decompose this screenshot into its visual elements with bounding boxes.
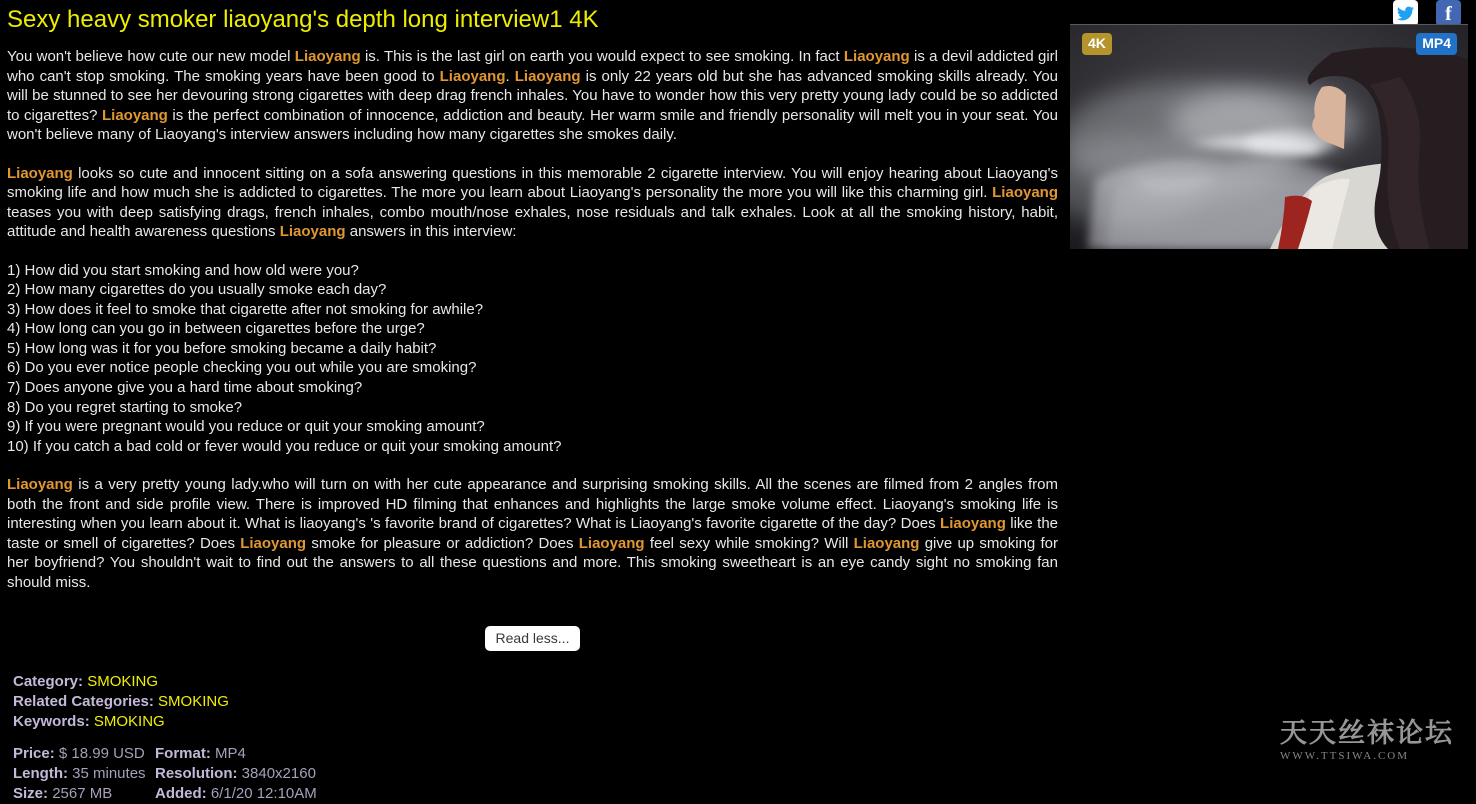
- watermark-url-text: WWW.TTSIWA.COM: [1280, 750, 1410, 762]
- keywords-value-link[interactable]: SMOKING: [93, 713, 165, 731]
- model-name-highlight: Liaoyang: [843, 48, 910, 65]
- model-name-highlight: Liaoyang: [578, 534, 645, 552]
- keywords-label: Keywords:: [13, 713, 90, 731]
- model-name-highlight: Liaoyang: [294, 48, 361, 65]
- size-label: Size:: [13, 785, 49, 803]
- category-label: Category:: [13, 673, 84, 691]
- resolution-cell: [155, 764, 317, 784]
- question-line: 9) If you were pregnant would you reduce or quit your smoking amount?: [7, 418, 485, 436]
- length-cell: [13, 764, 155, 784]
- twitter-share-button[interactable]: [1393, 0, 1418, 26]
- social-share-bar: [1393, 0, 1461, 26]
- page-title: Sexy heavy smoker liaoyang's depth long interview1 4K: [7, 6, 599, 33]
- model-name-highlight: Liaoyang: [439, 67, 506, 85]
- model-name-highlight: Liaoyang: [992, 184, 1058, 201]
- twitter-bird-icon: [1397, 5, 1414, 22]
- thumbnail-scene: [1070, 25, 1468, 249]
- price-value: $ 18.99 USD: [58, 745, 145, 763]
- size-value: 2567 MB: [52, 785, 113, 803]
- model-name-highlight: Liaoyang: [7, 164, 73, 182]
- format-cell: [155, 744, 317, 764]
- related-categories-value-link[interactable]: SMOKING: [158, 693, 229, 711]
- description-paragraph: You won't believe how cute our new model Liaoyang is. This is the last girl on earth you would expect to see smoking. In fact Liaoyang is a devil addicted girl who can't stop smoking. The smoking years have been good to Liaoyang. Liaoyang is only 22 years old but she has advanced smoking skills already. You will be stunned to see her devouring strong cigarettes with deep drag french inhales. You have to wonder how this very pretty young lady could be so addicted to cigarettes? Liaoyang is the perfect combination of innocence, addiction and beauty. Her warm smile and friendly personality will melt you in your seat. You won't believe many of Liaoyang's interview answers including how many cigarettes she smokes daily.: [7, 48, 1059, 143]
- read-less-container: [7, 626, 1058, 651]
- description-paragraph: Liaoyang is a very pretty young lady.who will turn on with her cute appearance and surprising smoking skills. All the scenes are filmed from 2 angles from both the front and side profile view. There is improved HD filming that enhances and highlights the large smoke volume effect. Liaoyang's smoking life is interesting when you learn about it. What is liaoyang's 's favorite brand of cigarettes? What is Liaoyang's favorite cigarette of the day? Does Liaoyang like the taste or smell of cigarettes? Does Liaoyang smoke for pleasure or addiction? Does Liaoyang feel sexy while smoking? Will Liaoyang give up smoking for her boyfriend? You shouldn't wait to find out the answers to all these questions and more. This smoking sweetheart is an eye candy sight no smoking fan should miss.: [7, 476, 1058, 591]
- badge-mp4: MP4: [1416, 33, 1457, 55]
- related-categories-row: [13, 692, 1058, 712]
- read-less-button[interactable]: Read less...: [485, 626, 581, 651]
- facebook-icon: f: [1445, 3, 1452, 25]
- question-line: 8) Do you regret starting to smoke?: [7, 398, 243, 416]
- model-name-highlight: Liaoyang: [279, 223, 346, 240]
- added-label: Added:: [155, 785, 207, 803]
- resolution-value: 3840x2160: [241, 765, 316, 783]
- model-name-highlight: Liaoyang: [940, 515, 1006, 533]
- question-line: 7) Does anyone give you a hard time about smoking?: [7, 379, 363, 397]
- watermark-chinese-text: 天天丝袜论坛: [1280, 718, 1454, 749]
- video-thumbnail[interactable]: [1070, 24, 1468, 249]
- category-value-link[interactable]: SMOKING: [87, 673, 159, 691]
- resolution-label: Resolution:: [155, 765, 238, 783]
- facebook-share-button[interactable]: [1436, 0, 1461, 26]
- question-line: 6) Do you ever notice people checking you out while you are smoking?: [7, 359, 477, 377]
- watermark: [1280, 719, 1454, 762]
- file-info-block: [7, 744, 317, 804]
- keywords-row: [13, 712, 1058, 732]
- badge-4k: 4K: [1082, 33, 1112, 55]
- description-column: [7, 0, 1058, 804]
- model-name-highlight: Liaoyang: [514, 67, 581, 85]
- added-value: 6/1/20 12:10AM: [210, 785, 317, 803]
- model-name-highlight: Liaoyang: [240, 534, 307, 552]
- format-value: MP4: [215, 745, 246, 763]
- length-label: Length:: [13, 765, 68, 783]
- description-paragraph: Liaoyang looks so cute and innocent sitting on a sofa answering questions in this memorable 2 cigarette interview. You will enjoy hearing about Liaoyang's smoking life and how much she is addicted to cigarettes. The more you learn about Liaoyang's personality the more you will like this charming girl. Liaoyang teases you with deep satisfying drags, french inhales, combo mouth/nose exhales, nose residuals and talk exhales. Look at all the smoking history, habit, attitude and health awareness questions Liaoyang answers in this interview:: [7, 164, 1058, 240]
- question-line: 2) How many cigarettes do you usually smoke each day?: [7, 281, 387, 299]
- question-line: 1) How did you start smoking and how old were you?: [7, 261, 359, 279]
- size-cell: [13, 784, 155, 804]
- question-line: 5) How long was it for you before smoking became a daily habit?: [7, 339, 437, 357]
- length-value: 35 minutes: [72, 765, 146, 783]
- category-row: [13, 672, 1058, 692]
- question-line: 4) How long can you go in between cigarettes before the urge?: [7, 320, 425, 338]
- related-categories-label: Related Categories:: [13, 693, 154, 711]
- model-name-highlight: Liaoyang: [7, 476, 73, 494]
- price-label: Price:: [13, 745, 55, 763]
- category-block: [7, 672, 1058, 732]
- added-cell: [155, 784, 317, 804]
- price-cell: [13, 744, 155, 764]
- question-line: 3) How does it feel to smoke that cigarette after not smoking for awhile?: [7, 300, 484, 318]
- format-label: Format:: [155, 745, 211, 763]
- model-name-highlight: Liaoyang: [101, 106, 168, 124]
- questions-list: [7, 261, 1058, 457]
- question-line: 10) If you catch a bad cold or fever would you reduce or quit your smoking amount?: [7, 437, 562, 455]
- model-name-highlight: Liaoyang: [853, 534, 920, 552]
